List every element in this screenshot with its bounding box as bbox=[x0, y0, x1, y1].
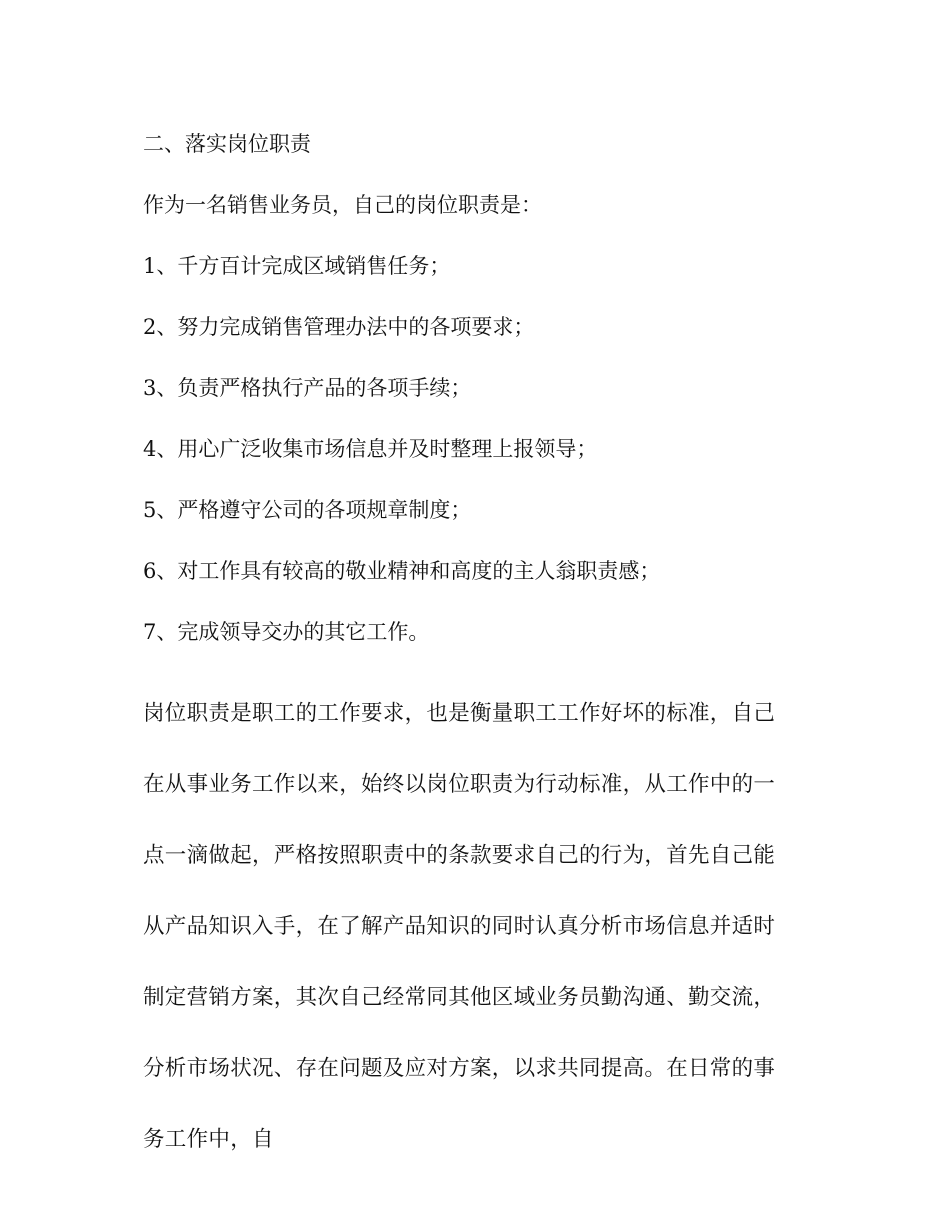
duty-item-2: 2、努力完成销售管理办法中的各项要求； bbox=[143, 315, 535, 339]
duty-item-1: 1、千方百计完成区域销售任务； bbox=[143, 254, 451, 278]
duty-item-3: 3、负责严格执行产品的各项手续； bbox=[143, 376, 472, 400]
body-paragraph: 岗位职责是职工的工作要求，也是衡量职工工作好坏的标准，自己在从事业务工作以来，始终以岗位职责为行动标准，从工作中的一点一滴做起，严格按照职责中的条款要求自己的行为，首先自己能从产品知识入手，在了解产品知识的同时认真分析市场信息并适时制定营销方案，其次自己经常同其他区域业务员勤沟通、勤交流，分析市场状况、存在问题及应对方案，以求共同提高。在日常的事务工作中，自 bbox=[143, 701, 776, 1152]
duty-item-7: 7、完成领导交办的其它工作。 bbox=[143, 620, 430, 644]
duty-item-6: 6、对工作具有较高的敬业精神和高度的主人翁职责感； bbox=[143, 559, 661, 583]
duty-item-5: 5、严格遵守公司的各项规章制度； bbox=[143, 498, 472, 522]
section-heading: 二、落实岗位职责 bbox=[143, 132, 311, 156]
intro-line: 作为一名销售业务员，自己的岗位职责是： bbox=[143, 193, 542, 217]
duty-item-4: 4、用心广泛收集市场信息并及时整理上报领导； bbox=[143, 437, 598, 461]
